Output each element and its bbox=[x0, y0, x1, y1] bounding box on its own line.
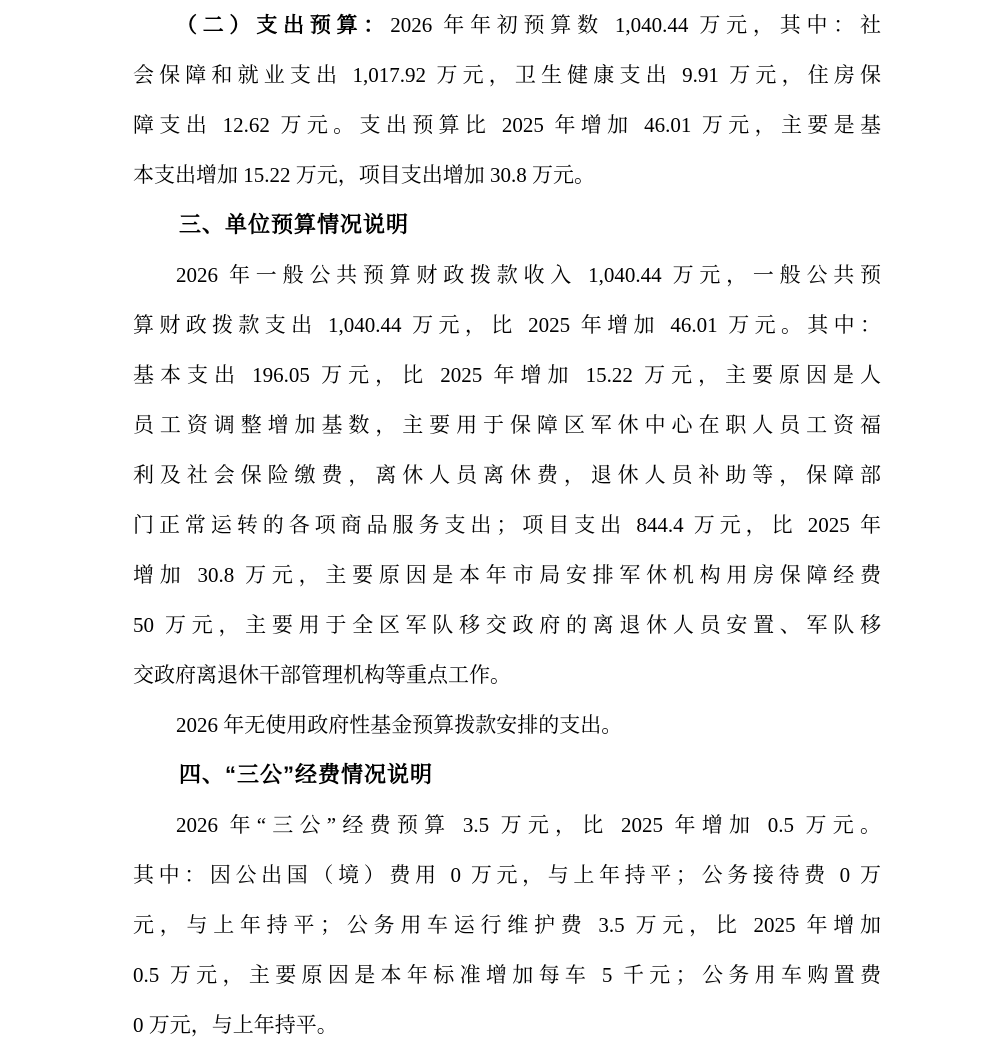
para-gov-fund-line-1: 2026 年无使用政府性基金预算拨款安排的支出。 bbox=[176, 713, 623, 737]
para-expenditure-line-2: 会保障和就业支出 1,017.92 万元，卫生健康支出 9.91 万元，住房保 bbox=[133, 63, 881, 87]
para-unit-budget-line-8: 50 万元，主要用于全区军队移交政府的离退休人员安置、军队移 bbox=[133, 613, 881, 637]
para-unit-budget-line-3: 基本支出 196.05 万元，比 2025 年增加 15.22 万元，主要原因是人 bbox=[133, 363, 881, 387]
para-unit-budget-line-6: 门正常运转的各项商品服务支出；项目支出 844.4 万元，比 2025 年 bbox=[133, 513, 881, 537]
para-expenditure-line-1 bbox=[133, 0, 881, 50]
para-expenditure-line-3: 障支出 12.62 万元。支出预算比 2025 年增加 46.01 万元，主要是基 bbox=[133, 113, 881, 137]
para-expenditure-line-1-text: 2026 年年初预算数 1,040.44 万元，其中：社 bbox=[390, 13, 881, 37]
para-expenditure-line-4: 本支出增加 15.22 万元，项目支出增加 30.8 万元。 bbox=[133, 163, 595, 187]
para-unit-budget-line-9: 交政府离退休干部管理机构等重点工作。 bbox=[133, 663, 511, 687]
heading-unit-budget: 三、单位预算情况说明 bbox=[179, 212, 410, 237]
para-unit-budget-line-7: 增加 30.8 万元，主要原因是本年市局安排军休机构用房保障经费 bbox=[133, 563, 881, 587]
para-sangong-line-4: 0.5 万元，主要原因是本年标准增加每车 5 千元；公务用车购置费 bbox=[133, 963, 881, 987]
para-sangong-line-3: 元，与上年持平；公务用车运行维护费 3.5 万元，比 2025 年增加 bbox=[133, 913, 881, 937]
para-expenditure-lead: （二）支出预算： bbox=[176, 13, 391, 37]
para-unit-budget-line-1: 2026 年一般公共预算财政拨款收入 1,040.44 万元，一般公共预 bbox=[176, 263, 881, 287]
document-content bbox=[133, 0, 881, 1050]
para-unit-budget-line-4: 员工资调整增加基数，主要用于保障区军休中心在职人员工资福 bbox=[133, 413, 881, 437]
para-sangong-line-5: 0 万元，与上年持平。 bbox=[133, 1013, 338, 1037]
para-unit-budget-line-5: 利及社会保险缴费，离休人员离休费，退休人员补助等，保障部 bbox=[133, 463, 881, 487]
heading-sangong: 四、“三公”经费情况说明 bbox=[179, 762, 434, 787]
para-sangong-line-1: 2026 年“三公”经费预算 3.5 万元，比 2025 年增加 0.5 万元。 bbox=[176, 813, 881, 837]
para-sangong-line-2: 其中：因公出国（境）费用 0 万元，与上年持平；公务接待费 0 万 bbox=[133, 863, 881, 887]
para-unit-budget-line-2: 算财政拨款支出 1,040.44 万元，比 2025 年增加 46.01 万元。其中： bbox=[133, 313, 881, 337]
